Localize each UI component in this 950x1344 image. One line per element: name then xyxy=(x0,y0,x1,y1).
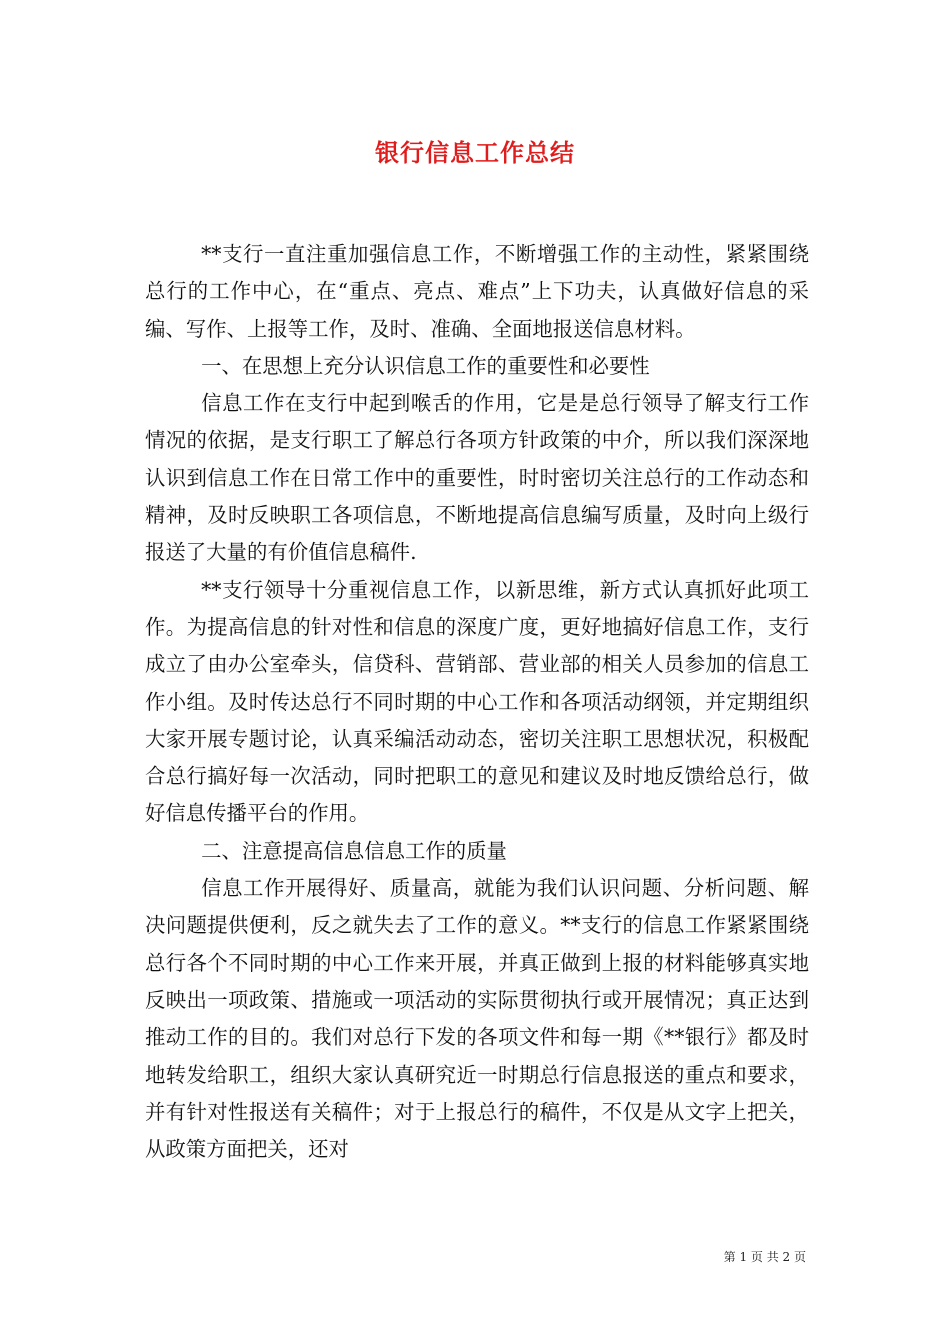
paragraph-intro: **支行一直注重加强信息工作，不断增强工作的主动性，紧紧围绕总行的工作中心，在“重点、亮点、难点”上下功夫，认真做好信息的采编、写作、上报等工作，及时、准确、全面地报送信息材料。 xyxy=(145,242,809,341)
section-heading-2: 二、注意提高信息信息工作的质量 xyxy=(201,838,507,863)
paragraph-section-1b: **支行领导十分重视信息工作，以新思维，新方式认真抓好此项工作。为提高信息的针对性和信息的深度广度，更好地搞好信息工作，支行成立了由办公室牵头，信贷科、营销部、营业部的相关人员参加的信息工作小组。及时传达总行不同时期的中心工作和各项活动纲领，并定期组织大家开展专题讨论，认真采编活动动态，密切关注职工思想状况，积极配合总行搞好每一次活动，同时把职工的意见和建议及时地反馈给总行，做好信息传播平台的作用。 xyxy=(145,577,809,826)
document-title: 银行信息工作总结 xyxy=(375,138,575,167)
paragraph-section-2a: 信息工作开展得好、质量高，就能为我们认识问题、分析问题、解决问题提供便利，反之就失去了工作的意义。**支行的信息工作紧紧围绕总行各个不同时期的中心工作来开展，并真正做到上报的材料能够真实地反映出一项政策、措施或一项活动的实际贯彻执行或开展情况；真正达到推动工作的目的。我们对总行下发的各项文件和每一期《**银行》都及时地转发给职工，组织大家认真研究近一时期总行信息报送的重点和要求，并有针对性报送有关稿件；对于上报总行的稿件，不仅是从文字上把关，从政策方面把关，还对 xyxy=(145,876,809,1162)
paragraph-section-1a: 信息工作在支行中起到喉舌的作用，它是是总行领导了解支行工作情况的依据，是支行职工了解总行各项方针政策的中介，所以我们深深地认识到信息工作在日常工作中的重要性，时时密切关注总行的工作动态和精神，及时反映职工各项信息，不断地提高信息编写质量，及时向上级行报送了大量的有价值信息稿件. xyxy=(145,391,809,565)
section-heading-1: 一、在思想上充分认识信息工作的重要性和必要性 xyxy=(201,353,650,378)
page-number: 第 1 页 共 2 页 xyxy=(723,1250,806,1264)
document-body xyxy=(145,236,809,1168)
